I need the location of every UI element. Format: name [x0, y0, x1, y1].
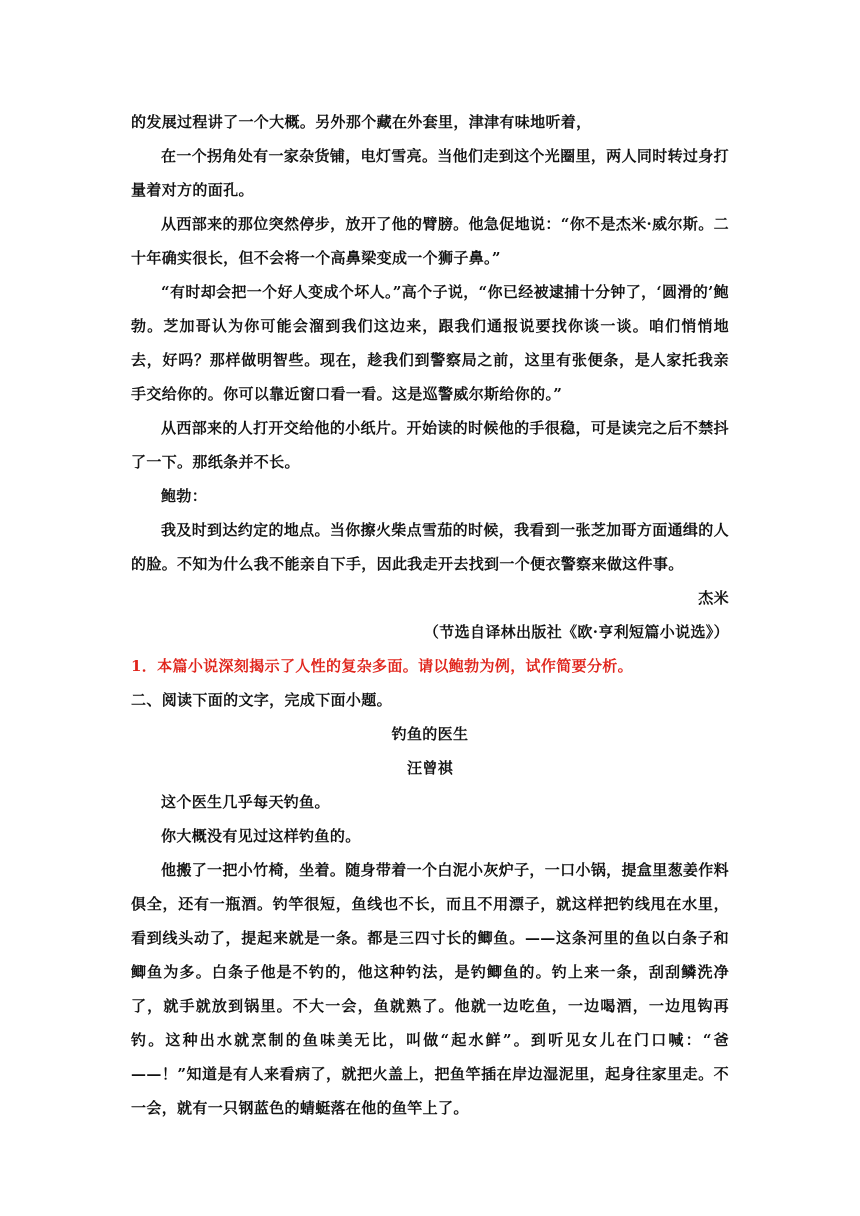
- article-paragraph: 你大概没有见过这样钓鱼的。: [161, 827, 361, 845]
- paragraph: 在一个拐角处有一家杂货铺，电灯雪亮。当他们走到这个光圈里，两人同时转过身打量着对方的面孔。: [131, 147, 729, 199]
- section-heading: 二、阅读下面的文字，完成下面小题。: [131, 691, 392, 709]
- letter-body: 我及时到达约定的地点。当你擦火柴点雪茄的时候，我看到一张芝加哥方面通缉的人的脸。不知为什么我不能亲自下手，因此我走开去找到一个便衣警察来做这件事。: [131, 521, 729, 573]
- article-title: 钓鱼的医生: [391, 725, 469, 743]
- article-paragraph: 他搬了一把小竹椅，坐着。随身带着一个白泥小灰炉子，一口小锅，提盒里葱姜作料俱全，还有一瓶酒。钓竿很短，鱼线也不长，而且不用漂子，就这样把钓线甩在水里，看到线头动了，提起来就是一条。都是三四寸长的鲫鱼。——这条河里的鱼以白条子和鲫鱼为多。白条子他是不钓的，他这种钓法，是钓鲫鱼的。钓上来一条，刮刮鳞洗净了，就手就放到锅里。不大一会，鱼就熟了。他就一边吃鱼，一边喝酒，一边甩钩再钓。这种出水就烹制的鱼味美无比，叫做“起水鲜”。到听见女儿在门口喊：“爸——！”知道是有人来看病了，就把火盖上，把鱼竿插在岸边湿泥里，起身往家里走。不一会，就有一只钢蓝色的蜻蜓落在他的鱼竿上了。: [131, 861, 729, 1117]
- source-citation: （节选自译林出版社《欧·亨利短篇小说选》）: [423, 623, 729, 641]
- question-1: 1．本篇小说深刻揭示了人性的复杂多面。请以鲍勃为例，试作简要分析。: [131, 657, 633, 675]
- paragraph: 的发展过程讲了一个大概。另外那个藏在外套里，津津有味地听着，: [131, 113, 592, 131]
- document-page: [131, 105, 729, 1125]
- article-paragraph: 这个医生几乎每天钓鱼。: [161, 793, 330, 811]
- letter-signature: 杰米: [698, 589, 729, 607]
- letter-salutation: 鲍勃：: [161, 487, 208, 505]
- paragraph: “有时却会把一个好人变成个坏人。”高个子说，“你已经被逮捕十分钟了，‘圆滑的’鲍勃。芝加哥认为你可能会溜到我们这边来，跟我们通报说要找你谈一谈。咱们悄悄地去，好吗？那样做明智些。现在，趁我们到警察局之前，这里有张便条，是人家托我亲手交给你的。你可以靠近窗口看一看。这是巡警威尔斯给你的。”: [131, 283, 729, 403]
- paragraph: 从西部来的那位突然停步，放开了他的臂膀。他急促地说：“你不是杰米·威尔斯。二十年确实很长，但不会将一个高鼻梁变成一个狮子鼻。”: [131, 215, 729, 267]
- paragraph: 从西部来的人打开交给他的小纸片。开始读的时候他的手很稳，可是读完之后不禁抖了一下。那纸条并不长。: [131, 419, 729, 471]
- article-author: 汪曾祺: [406, 759, 454, 777]
